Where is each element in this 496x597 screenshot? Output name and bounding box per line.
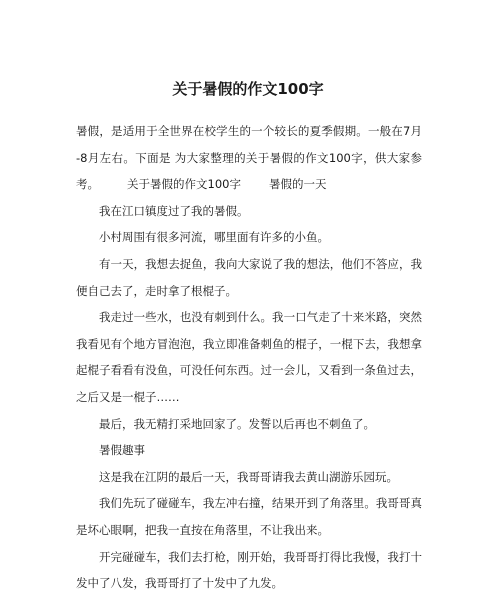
text-line: -8月左右。下面是 为大家整理的关于暑假的作文100字，供大家参 [76,150,422,165]
section-heading [76,437,422,464]
text-line: 暑假，是适用于全世界在校学生的一个较长的夏季假期。一般在7月 [76,124,422,138]
paragraph [76,251,422,304]
text-line: 这是我在江阴的最后一天，我哥哥请我去黄山湖游乐园玩。 [99,469,398,484]
paragraph [76,224,422,251]
intro-ending: 考。 [76,177,99,192]
article-heading: 关于暑假的作文100字 [127,177,241,192]
paragraph [76,464,422,491]
text-line: 有一天，我想去捉鱼，我向大家说了我的想法，他们不答应，我 [99,256,422,271]
text-line: 我走过一些水，也没有刺到什么。我一口气走了十来米路，突然 [99,310,422,325]
text-line: 最后，我无精打采地回家了。发誓以后再也不刺鱼了。 [99,416,375,431]
document-title: 关于暑假的作文100字 [172,80,324,98]
text-line: 暑假趣事 [99,443,145,458]
text-line: 开完碰碰车，我们去打枪，刚开始，我哥哥打得比我慢，我打十 [99,549,422,564]
text-line: 小村周围有很多河流，哪里面有许多的小鱼。 [99,230,329,245]
text-line: 我在江口镇度过了我的暑假。 [99,203,249,218]
paragraph [76,411,422,438]
text-line: 我们先玩了碰碰车，我左冲右撞，结果开到了角落里。我哥哥真 [99,496,422,511]
text-line: 之后又是一棍子…… [76,389,180,404]
text-line [76,171,422,198]
text-line: 我看见有个地方冒泡泡，我立即准备刺鱼的棍子，一棍下去，我想拿 [76,336,422,351]
paragraph [76,544,422,597]
paragraph [76,490,422,543]
paragraph [76,304,422,410]
text-line: 发中了八发，我哥哥打了十发中了九发。 [76,576,283,591]
paragraph [76,198,422,225]
document-body [76,118,422,597]
text-line: 是坏心眼啊，把我一直按在角落里，不让我出来。 [76,522,329,537]
text-line: 起棍子看看有没鱼，可没任何东西。过一会儿，又看到一条鱼过去， [76,363,422,378]
section-heading: 暑假的一天 [268,177,327,192]
intro-paragraph [76,118,422,198]
text-line: 便自己去了，走时拿了根棍子。 [76,283,237,298]
